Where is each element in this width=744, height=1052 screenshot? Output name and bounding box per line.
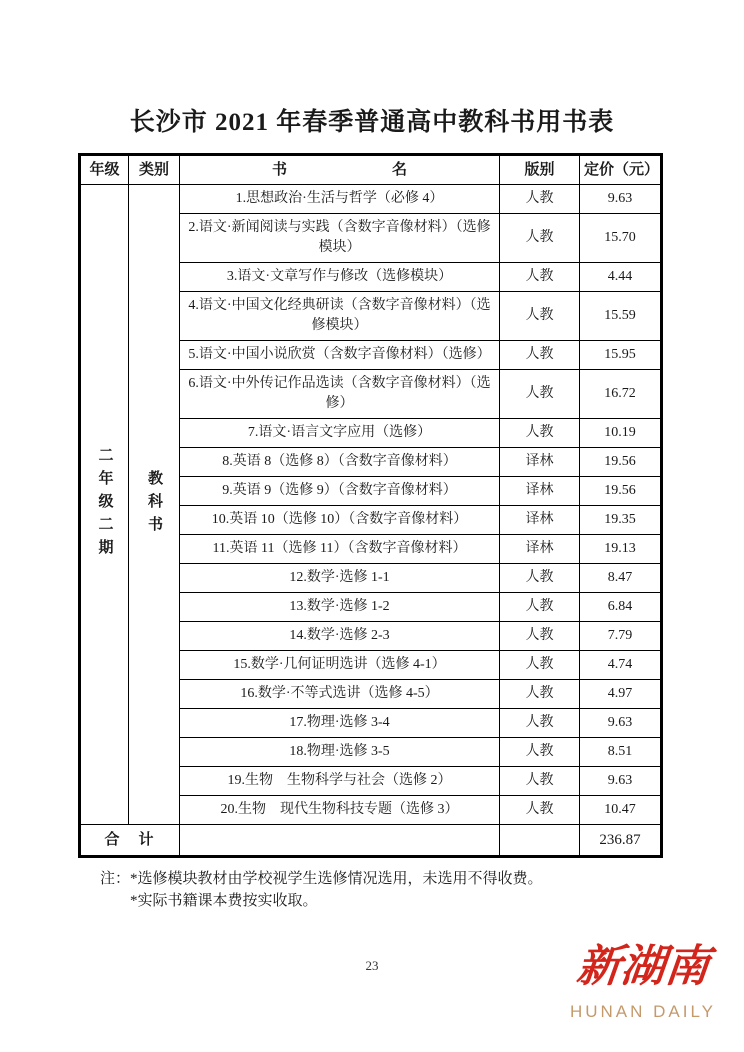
edition-cell: 译林 — [500, 506, 580, 535]
price-cell: 4.74 — [580, 651, 662, 680]
note-line: *选修模块教材由学校视学生选修情况选用，未选用不得收费。 — [130, 871, 543, 887]
col-header-grade: 年级 — [80, 155, 129, 185]
book-name-cell: 14.数学·选修 2-3 — [180, 622, 500, 651]
book-name-cell: 4.语文·中国文化经典研读（含数字音像材料）（选修模块） — [180, 292, 500, 341]
total-price: 236.87 — [580, 825, 662, 857]
edition-cell: 人教 — [500, 370, 580, 419]
total-row — [80, 825, 662, 857]
book-name-cell: 6.语文·中外传记作品选读（含数字音像材料）（选修） — [180, 370, 500, 419]
edition-cell: 人教 — [500, 622, 580, 651]
book-name-cell: 10.英语 10（选修 10）（含数字音像材料） — [180, 506, 500, 535]
book-name-cell: 18.物理·选修 3-5 — [180, 738, 500, 767]
edition-cell: 人教 — [500, 651, 580, 680]
logo-chinese-text: 新湖南 — [574, 941, 712, 992]
book-name-cell: 15.数学·几何证明选讲（选修 4-1） — [180, 651, 500, 680]
edition-cell: 人教 — [500, 709, 580, 738]
price-cell: 15.70 — [580, 214, 662, 263]
price-cell: 9.63 — [580, 709, 662, 738]
edition-cell: 人教 — [500, 796, 580, 825]
note-lines — [130, 868, 543, 912]
edition-cell: 人教 — [500, 767, 580, 796]
category-cell — [129, 185, 180, 825]
book-name-cell: 12.数学·选修 1-1 — [180, 564, 500, 593]
price-cell: 8.47 — [580, 564, 662, 593]
price-cell: 16.72 — [580, 370, 662, 419]
header-row — [80, 155, 662, 185]
price-cell: 9.63 — [580, 185, 662, 214]
book-name-cell: 11.英语 11（选修 11）（含数字音像材料） — [180, 535, 500, 564]
book-name-cell: 20.生物 现代生物科技专题（选修 3） — [180, 796, 500, 825]
book-name-cell: 13.数学·选修 1-2 — [180, 593, 500, 622]
col-header-book-name: 书 名 — [180, 155, 500, 185]
price-cell: 19.56 — [580, 448, 662, 477]
edition-cell: 人教 — [500, 263, 580, 292]
price-cell: 9.63 — [580, 767, 662, 796]
price-cell: 15.95 — [580, 341, 662, 370]
book-name-cell: 2.语文·新闻阅读与实践（含数字音像材料）（选修模块） — [180, 214, 500, 263]
edition-cell: 译林 — [500, 535, 580, 564]
book-name-cell: 9.英语 9（选修 9）（含数字音像材料） — [180, 477, 500, 506]
notes — [100, 868, 744, 912]
edition-cell: 译林 — [500, 448, 580, 477]
price-cell: 4.97 — [580, 680, 662, 709]
book-name-cell: 3.语文·文章写作与修改（选修模块） — [180, 263, 500, 292]
category-value: 教科书 — [146, 470, 162, 539]
edition-cell: 人教 — [500, 419, 580, 448]
price-cell: 15.59 — [580, 292, 662, 341]
price-cell: 10.47 — [580, 796, 662, 825]
col-header-edition: 版别 — [500, 155, 580, 185]
table-row — [80, 185, 662, 214]
price-cell: 6.84 — [580, 593, 662, 622]
edition-cell: 译林 — [500, 477, 580, 506]
price-cell: 7.79 — [580, 622, 662, 651]
edition-cell: 人教 — [500, 185, 580, 214]
price-cell: 19.35 — [580, 506, 662, 535]
price-cell: 8.51 — [580, 738, 662, 767]
note-line: *实际书籍课本费按实收取。 — [130, 893, 318, 909]
textbook-table — [78, 153, 663, 858]
edition-cell: 人教 — [500, 214, 580, 263]
page-number: 23 — [365, 958, 379, 973]
grade-value: 二年级二期 — [96, 447, 113, 562]
total-empty-edition-cell — [500, 825, 580, 857]
grade-cell — [80, 185, 129, 825]
book-name-cell: 5.语文·中国小说欣赏（含数字音像材料）（选修） — [180, 341, 500, 370]
logo-english-text: HUNAN DAILY — [569, 1002, 717, 1021]
book-name-cell: 7.语文·语言文字应用（选修） — [180, 419, 500, 448]
edition-cell: 人教 — [500, 593, 580, 622]
col-header-category: 类别 — [129, 155, 180, 185]
hunan-daily-logo — [550, 938, 736, 1022]
note-prefix: 注： — [100, 871, 131, 887]
total-empty-name-cell — [180, 825, 500, 857]
price-cell: 19.13 — [580, 535, 662, 564]
book-name-cell: 1.思想政治·生活与哲学（必修 4） — [180, 185, 500, 214]
price-cell: 4.44 — [580, 263, 662, 292]
page-title: 长沙市 2021 年春季普通高中教科书用书表 — [129, 109, 615, 136]
edition-cell: 人教 — [500, 292, 580, 341]
book-name-cell: 17.物理·选修 3-4 — [180, 709, 500, 738]
book-name-cell: 19.生物 生物科学与社会（选修 2） — [180, 767, 500, 796]
book-name-cell: 16.数学·不等式选讲（选修 4-5） — [180, 680, 500, 709]
edition-cell: 人教 — [500, 738, 580, 767]
col-header-price: 定价（元） — [580, 155, 662, 185]
edition-cell: 人教 — [500, 680, 580, 709]
total-label: 合 计 — [80, 825, 180, 857]
book-name-cell: 8.英语 8（选修 8）（含数字音像材料） — [180, 448, 500, 477]
price-cell: 19.56 — [580, 477, 662, 506]
edition-cell: 人教 — [500, 564, 580, 593]
edition-cell: 人教 — [500, 341, 580, 370]
price-cell: 10.19 — [580, 419, 662, 448]
